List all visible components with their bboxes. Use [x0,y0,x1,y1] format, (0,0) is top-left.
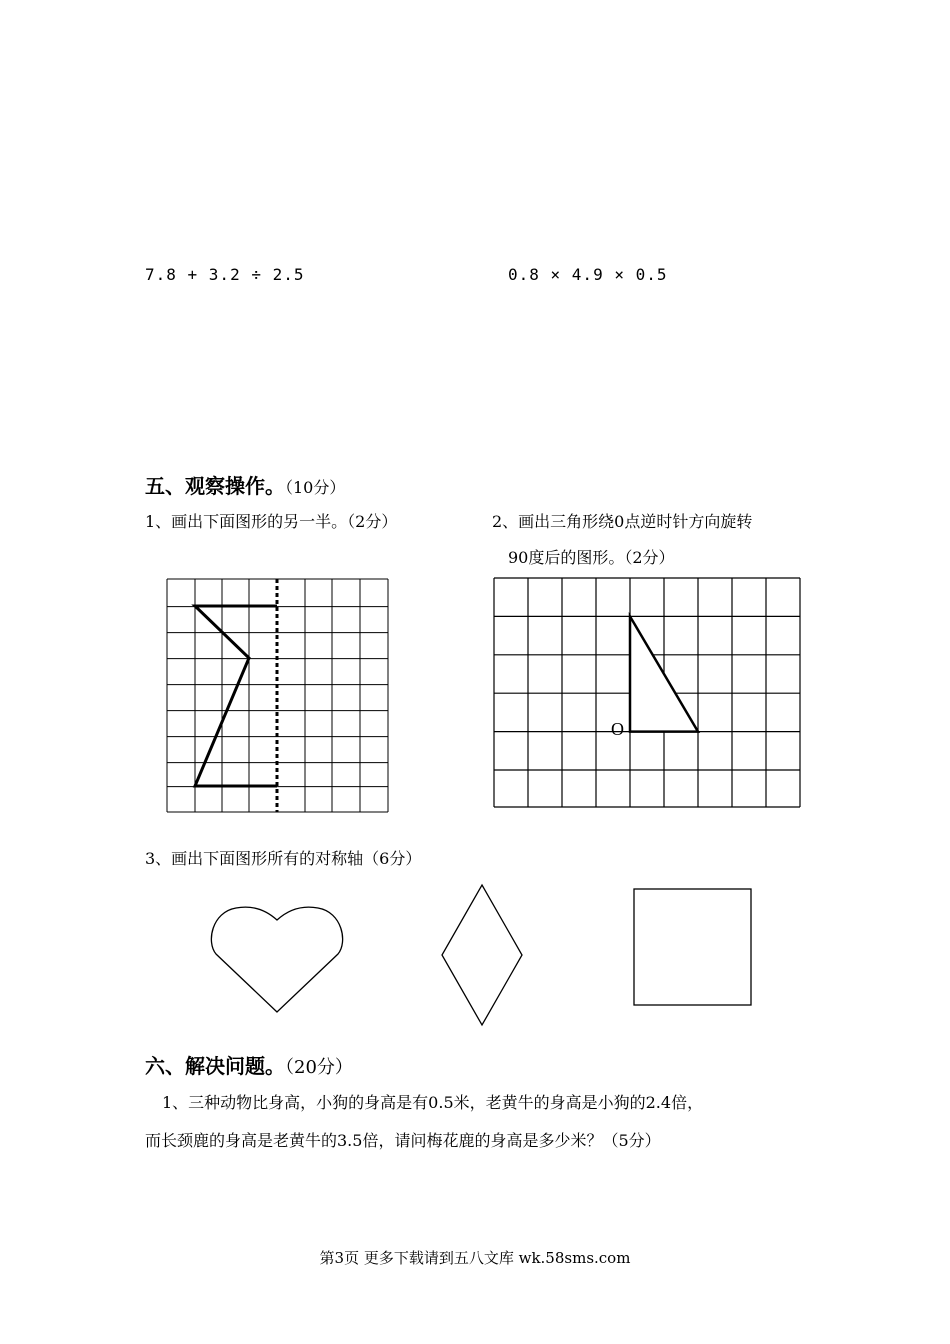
section-five-title: 五、观察操作。 [145,474,285,498]
rotation-grid [493,577,802,809]
question-5-3: 3、画出下面图形所有的对称轴（6分） [145,849,422,868]
rhombus-shape [440,883,526,1027]
section-six-title: 六、解决问题。 [145,1054,285,1078]
problem-6-1-line2: 而长颈鹿的身高是老黄牛的3.5倍，请问梅花鹿的身高是多少米？（5分） [145,1131,661,1150]
rotation-origin-label: O [611,719,624,739]
heart-shape [208,904,346,1014]
page-footer: 第3页 更多下载请到五八文库 wk.58sms.com [319,1249,631,1267]
section-six-score: （20分） [285,1057,353,1078]
square-shape [633,888,753,1006]
problem-6-1-line1: 1、三种动物比身高，小狗的身高是有0.5米，老黄牛的身高是小狗的2.4倍， [162,1093,704,1112]
question-5-2-line1: 2、画出三角形绕0点逆时针方向旋转 [492,512,753,531]
section-five-score: （10分） [285,478,346,497]
expression-left: 7.8 + 3.2 ÷ 2.5 [145,265,305,284]
question-5-2-line2: 90度后的图形。（2分） [508,548,675,567]
section-five-heading [145,470,345,499]
question-5-1: 1、画出下面图形的另一半。（2分） [145,512,398,531]
section-six-heading [145,1050,353,1079]
symmetry-grid [166,578,390,814]
expression-right: 0.8 × 4.9 × 0.5 [508,265,668,284]
